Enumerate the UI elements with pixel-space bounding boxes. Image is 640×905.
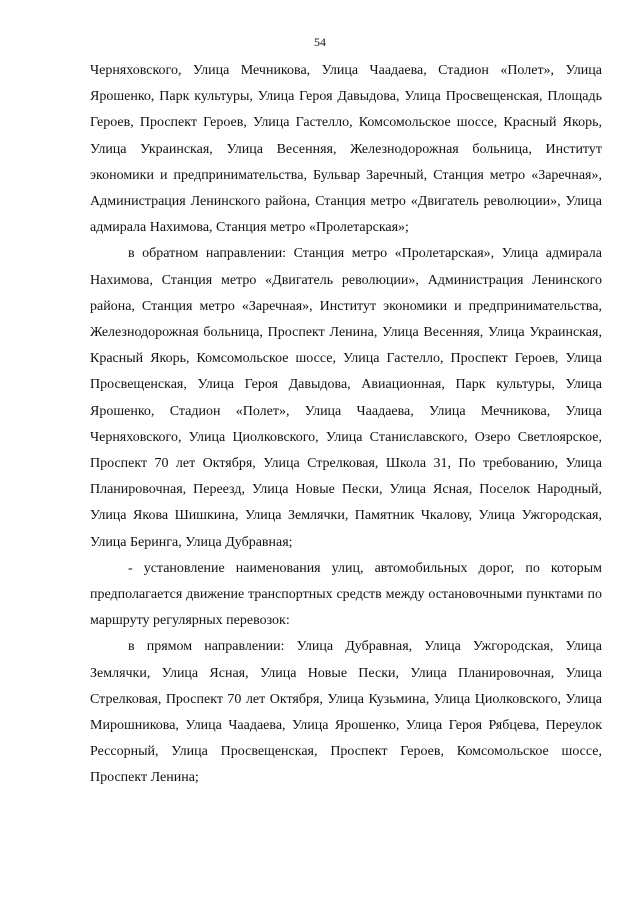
page-number: 54 xyxy=(314,35,326,49)
document-body xyxy=(90,58,602,792)
paragraph-4: в прямом направлении: Улица Дубравная, Улица Ужгородская, Улица Землячки, Улица Ясная, Улица Новые Пески, Улица Планировочная, Улица Стрелковая, Проспект 70 лет Октября, Улица Кузьмина, Улица Циолковского, Улица Мирошникова, Улица Чаадаева, Улица Ярошенко, Улица Героя Рябцева, Переулок Рессорный, Улица Просвещенская, Проспект Героев, Комсомольское шоссе, Проспект Ленина; xyxy=(90,639,602,786)
paragraph-2: в обратном направлении: Станция метро «Пролетарская», Улица адмирала Нахимова, Станция метро «Двигатель революции», Администрация Ленинского района, Станция метро «Заречная», Институт экономики и предпринимательства, Железнодорожная больница, Проспект Ленина, Улица Весенняя, Улица Украинская, Красный Якорь, Комсомольское шоссе, Улица Гастелло, Проспект Героев, Улица Просвещенская, Улица Героя Давыдова, Авиационная, Парк культуры, Улица Ярошенко, Стадион «Полет», Улица Чаадаева, Улица Мечникова, Улица Черняховского, Улица Циолковского, Улица Станиславского, Озеро Светлоярское, Проспект 70 лет Октября, Улица Стрелковая, Школа 31, По требованию, Улица Планировочная, Переезд, Улица Новые Пески, Улица Ясная, Поселок Народный, Улица Якова Шишкина, Улица Землячки, Памятник Чкалову, Улица Ужгородская, Улица Беринга, Улица Дубравная; xyxy=(90,246,602,550)
paragraph-1: Черняховского, Улица Мечникова, Улица Чаадаева, Стадион «Полет», Улица Ярошенко, Парк культуры, Улица Героя Давыдова, Улица Просвещенская, Площадь Героев, Проспект Героев, Улица Гастелло, Комсомольское шоссе, Красный Якорь, Улица Украинская, Улица Весенняя, Железнодорожная больница, Институт экономики и предпринимательства, Бульвар Заречный, Станция метро «Заречная», Администрация Ленинского района, Станция метро «Двигатель революции», Улица адмирала Нахимова, Станция метро «Пролетарская»; xyxy=(90,63,602,236)
paragraph-3: - установление наименования улиц, автомобильных дорог, по которым предполагается движение транспортных средств между остановочными пунктами по маршруту регулярных перевозок: xyxy=(90,560,602,629)
